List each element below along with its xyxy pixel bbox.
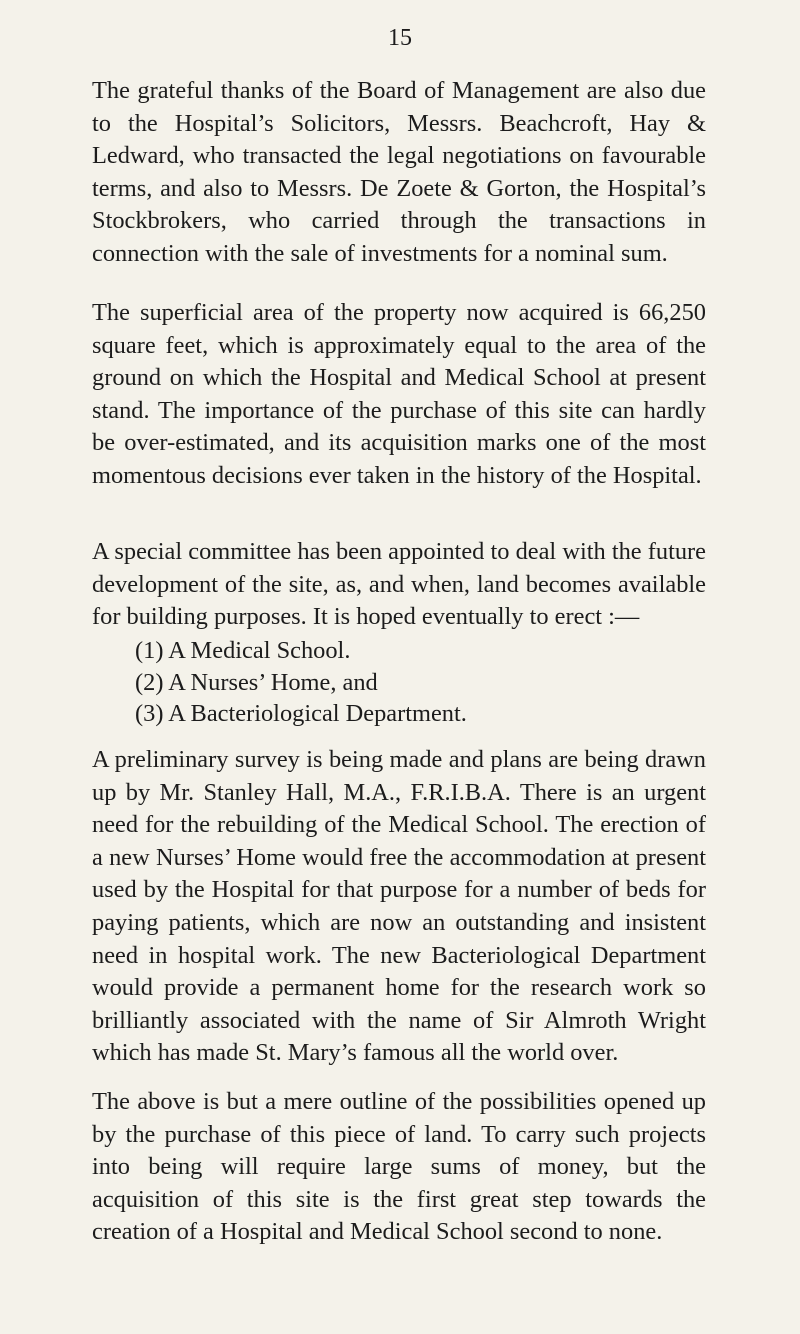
paragraph-outline: [92, 1086, 706, 1249]
paragraph-survey: [92, 744, 706, 1070]
paragraph-area: [92, 297, 706, 493]
list-item: (3) A Bacteriological Department.: [135, 700, 467, 728]
paragraph-thanks: [92, 75, 706, 271]
paragraph-text: A preliminary survey is being made and plans are being drawn up by Mr. Stanley Hall, M.A., F.R.I.B.A. There is an urgent need for the rebuilding of the Medical School. The erection of a new Nurses’ Home would free the accommodation at present used by the Hospital for that purpose for a number of beds for paying patients, which are now an outstanding and insistent need in hospital work. The new Bacteriological Department would provide a permanent home for the research work so brilliantly associated with the name of Sir Almroth Wright which has made St. Mary’s famous all the world over.: [92, 746, 706, 1067]
building-list: [135, 635, 467, 730]
list-item: (2) A Nurses’ Home, and: [135, 668, 378, 696]
paragraph-text: The superficial area of the property now acquired is 66,250 square feet, which is approximately equal to the area of the ground on which the Hospital and Medical School at present stand. The importance of the purchase of this site can hardly be over-estimated, and its acquisition marks one of the most momentous decisions ever taken in the history of the Hospital.: [92, 299, 706, 489]
paragraph-text: A special committee has been appointed to deal with the future development of the site, as, and when, land becomes available for building purposes. It is hoped eventually to erect :—: [92, 538, 706, 631]
page-number: 15: [388, 25, 412, 51]
paragraph-committee: [92, 536, 706, 634]
paragraph-text: The above is but a mere outline of the possibilities opened up by the purchase of this piece of land. To carry such projects into being will require large sums of money, but the acquisition of this site is the first great step towards the creation of a Hospital and Medical School second to none.: [92, 1088, 706, 1246]
list-item: (1) A Medical School.: [135, 637, 351, 664]
paragraph-text: The grateful thanks of the Board of Management are also due to the Hospital’s Solicitors, Messrs. Beachcroft, Hay & Ledward, who transacted the legal negotiations on favourable terms, and also to Messrs. De Zoete & Gorton, the Hospital’s Stockbrokers, who carried through the transactions in connection with the sale of investments for a nominal sum.: [92, 77, 706, 267]
